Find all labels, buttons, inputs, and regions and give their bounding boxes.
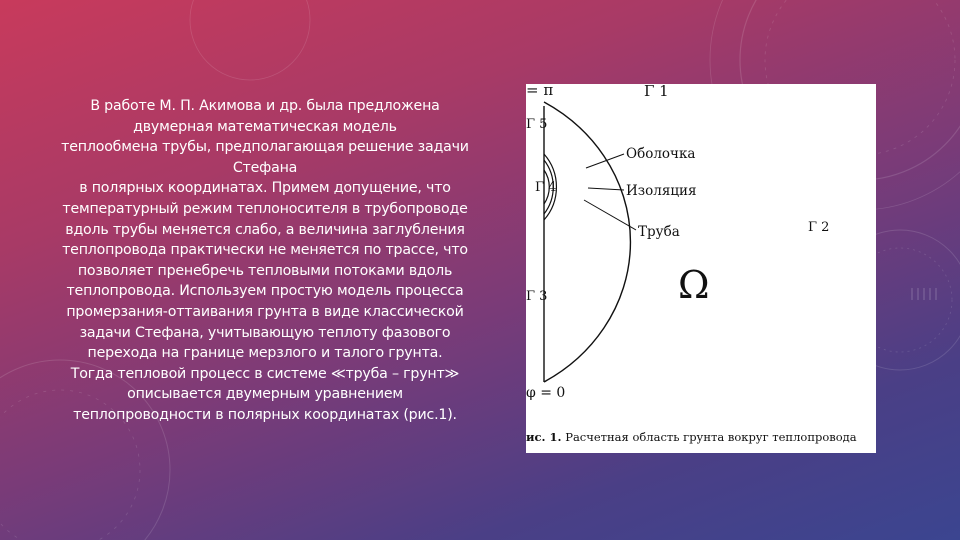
text-line: двумерная математическая модель [133,118,397,135]
text-line: перехода на границе мерзлого и талого грунта. [87,345,443,362]
gamma2-label: Γ 2 [808,220,830,235]
caption-bold: ис. 1. [526,430,562,444]
text-line: промерзания-оттаивания грунта в виде классической [66,303,464,320]
text-line: Стефана [232,159,298,176]
gamma4-label: Γ 4 [535,180,557,195]
outer-boundary-arc [544,102,630,382]
text-line: теплопроводности в полярных координатах (рис.1). [73,406,457,423]
phi-zero-label: φ = 0 [526,385,566,401]
insulation-label: Изоляция [626,183,697,199]
text-line: теплопровода. Используем простую модель процесса [66,283,464,300]
text-line: вдоль трубы меняется слабо, а величина заглубления [65,221,465,238]
figure-domain-diagram [526,84,876,453]
gamma3-label: Γ 3 [526,289,548,304]
gamma5-label: Γ 5 [526,117,548,132]
text-line: описывается двумерным уравнением [127,386,403,403]
shell-label: Оболочка [626,146,696,162]
text-line: теплообмена трубы, предполагающая решение задачи [61,139,469,156]
leader-insulation [588,188,624,190]
text-line: В работе М. П. Акимова и др. была предложена [90,98,440,114]
pipe-label: Труба [638,224,680,240]
text-line: позволяет пренебречь тепловыми потоками вдоль [77,262,453,279]
gamma1-label: Γ 1 [644,84,669,100]
text-line: Тогда тепловой процесс в системе ≪труба – грунт≫ [70,365,460,382]
omega-label: Ω [678,263,710,307]
caption-text: Расчетная область грунта вокруг теплопровода [561,430,857,444]
text-line: в полярных координатах. Примем допущение, что [79,180,451,197]
body-text [48,96,482,426]
leader-shell [586,154,624,168]
text-line: задачи Стефана, учитывающую теплоту фазового [79,324,451,341]
text-line: теплопровода практически не меняется по трассе, что [62,242,468,259]
figure-caption [526,430,857,444]
text-line: температурный режим теплоносителя в трубопроводе [62,200,468,217]
phi-pi-label: = π [526,84,554,99]
